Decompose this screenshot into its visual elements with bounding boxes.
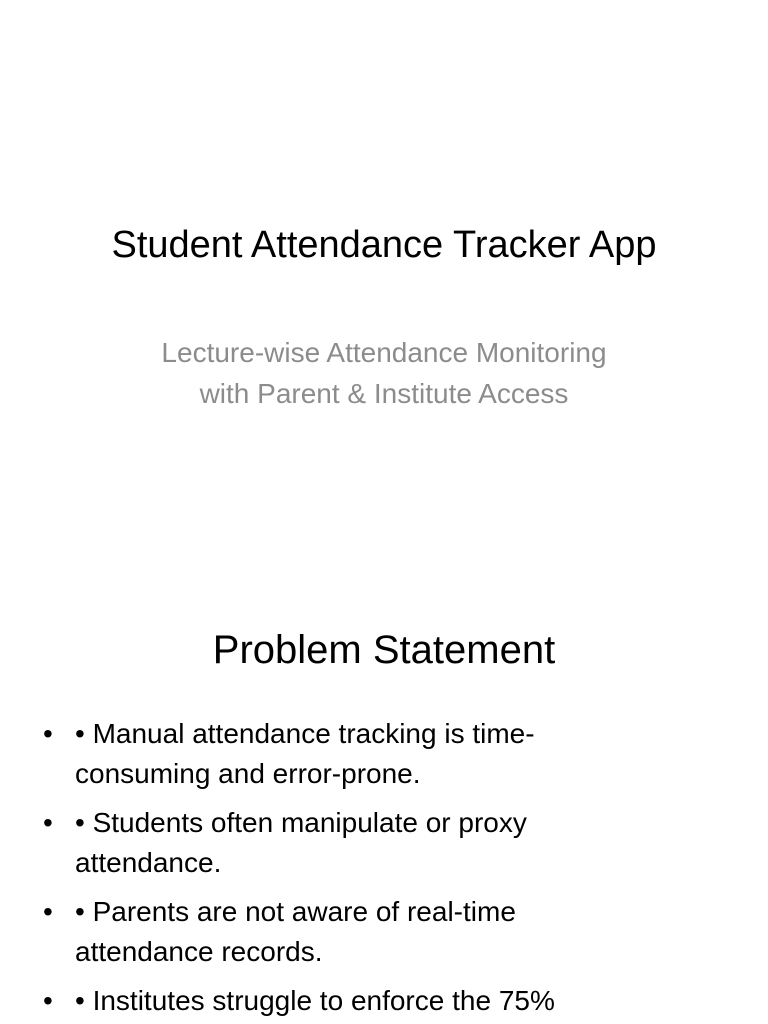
slide-subtitle (0, 332, 768, 414)
slide-heading: Problem Statement (212, 628, 556, 672)
bullet-list (0, 714, 768, 1024)
bullet-item (0, 981, 768, 1021)
bullet-text-line: • Students often manipulate or proxy (75, 807, 527, 838)
subtitle-line: Lecture-wise Attendance Monitoring (161, 337, 607, 368)
bullet-text-line: • Institutes struggle to enforce the 75% (75, 985, 555, 1016)
bullet-text-line: • Manual attendance tracking is time- (75, 718, 535, 749)
problem-statement-slide (0, 576, 768, 1024)
bullet-item (0, 803, 768, 883)
bullet-text-line: attendance. (75, 847, 222, 878)
bullet-text-line: attendance records. (75, 936, 323, 967)
bullet-icon: • (43, 985, 53, 1016)
bullet-icon: • (43, 718, 53, 749)
bullet-icon: • (43, 896, 53, 927)
bullet-item (0, 892, 768, 972)
bullet-text-line: consuming and error-prone. (75, 758, 421, 789)
slide-title: Student Attendance Tracker App (111, 224, 657, 266)
bullet-icon: • (43, 807, 53, 838)
bullet-item (0, 714, 768, 794)
bullet-text-line: • Parents are not aware of real-time (75, 896, 516, 927)
subtitle-line: with Parent & Institute Access (199, 378, 569, 409)
